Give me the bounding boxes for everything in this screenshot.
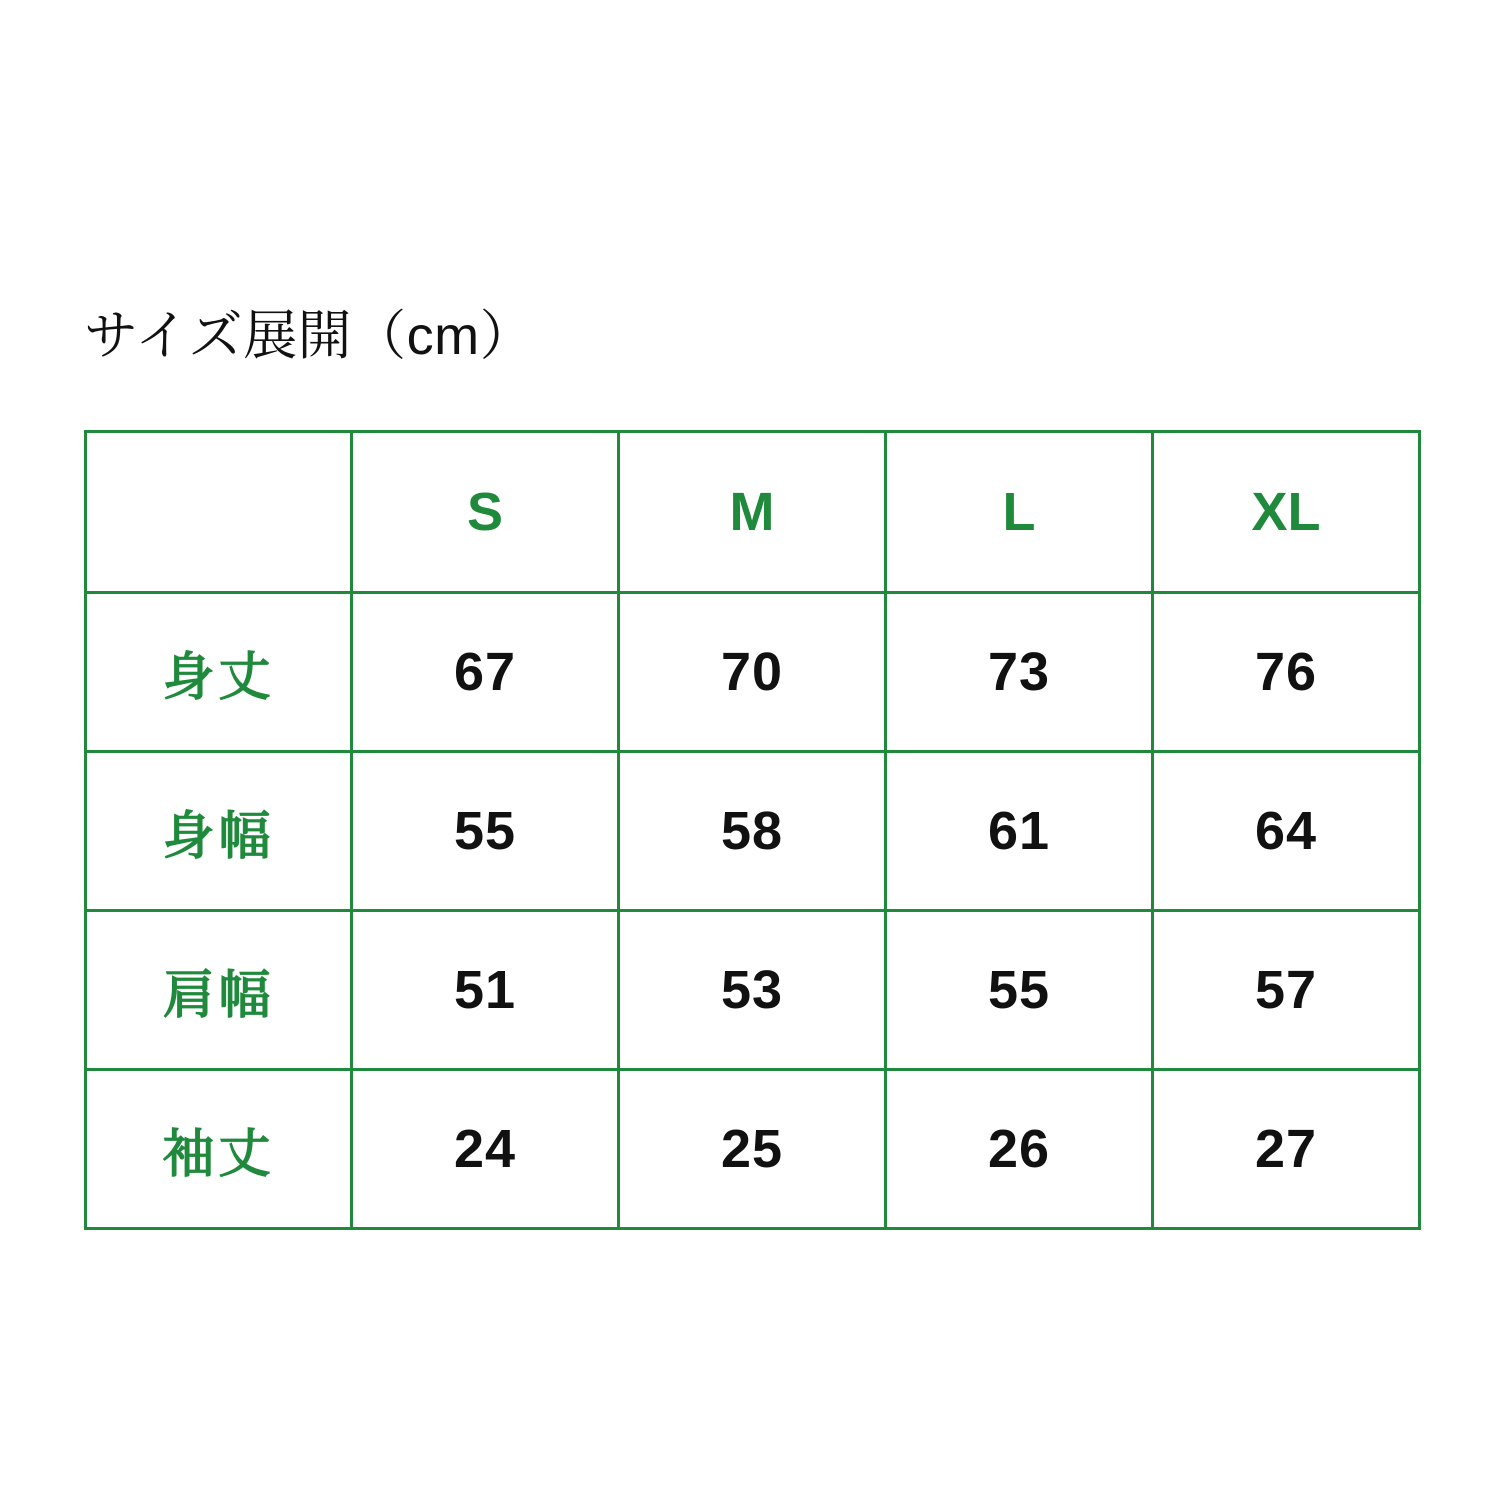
table-header-xl: XL [1153,432,1420,593]
cell-sleeve-length-xl: 27 [1153,1070,1420,1229]
table-header-m: M [619,432,886,593]
cell-chest-width-s: 55 [352,752,619,911]
cell-shoulder-width-xl: 57 [1153,911,1420,1070]
cell-sleeve-length-s: 24 [352,1070,619,1229]
cell-chest-width-m: 58 [619,752,886,911]
cell-body-length-m: 70 [619,593,886,752]
cell-chest-width-xl: 64 [1153,752,1420,911]
row-label-shoulder-width: 肩幅 [86,911,352,1070]
cell-body-length-s: 67 [352,593,619,752]
table-corner-cell [86,432,352,593]
cell-shoulder-width-m: 53 [619,911,886,1070]
cell-sleeve-length-m: 25 [619,1070,886,1229]
table-header-row [86,432,1420,593]
cell-chest-width-l: 61 [886,752,1153,911]
table-row [86,911,1420,1070]
cell-shoulder-width-s: 51 [352,911,619,1070]
table-row [86,593,1420,752]
row-label-chest-width: 身幅 [86,752,352,911]
cell-body-length-l: 73 [886,593,1153,752]
table-header-s: S [352,432,619,593]
table-row [86,1070,1420,1229]
size-table [84,430,1421,1230]
cell-shoulder-width-l: 55 [886,911,1153,1070]
row-label-body-length: 身丈 [86,593,352,752]
cell-body-length-xl: 76 [1153,593,1420,752]
table-row [86,752,1420,911]
cell-sleeve-length-l: 26 [886,1070,1153,1229]
page-title: サイズ展開（cm） [84,306,535,366]
table-header-l: L [886,432,1153,593]
row-label-sleeve-length: 袖丈 [86,1070,352,1229]
